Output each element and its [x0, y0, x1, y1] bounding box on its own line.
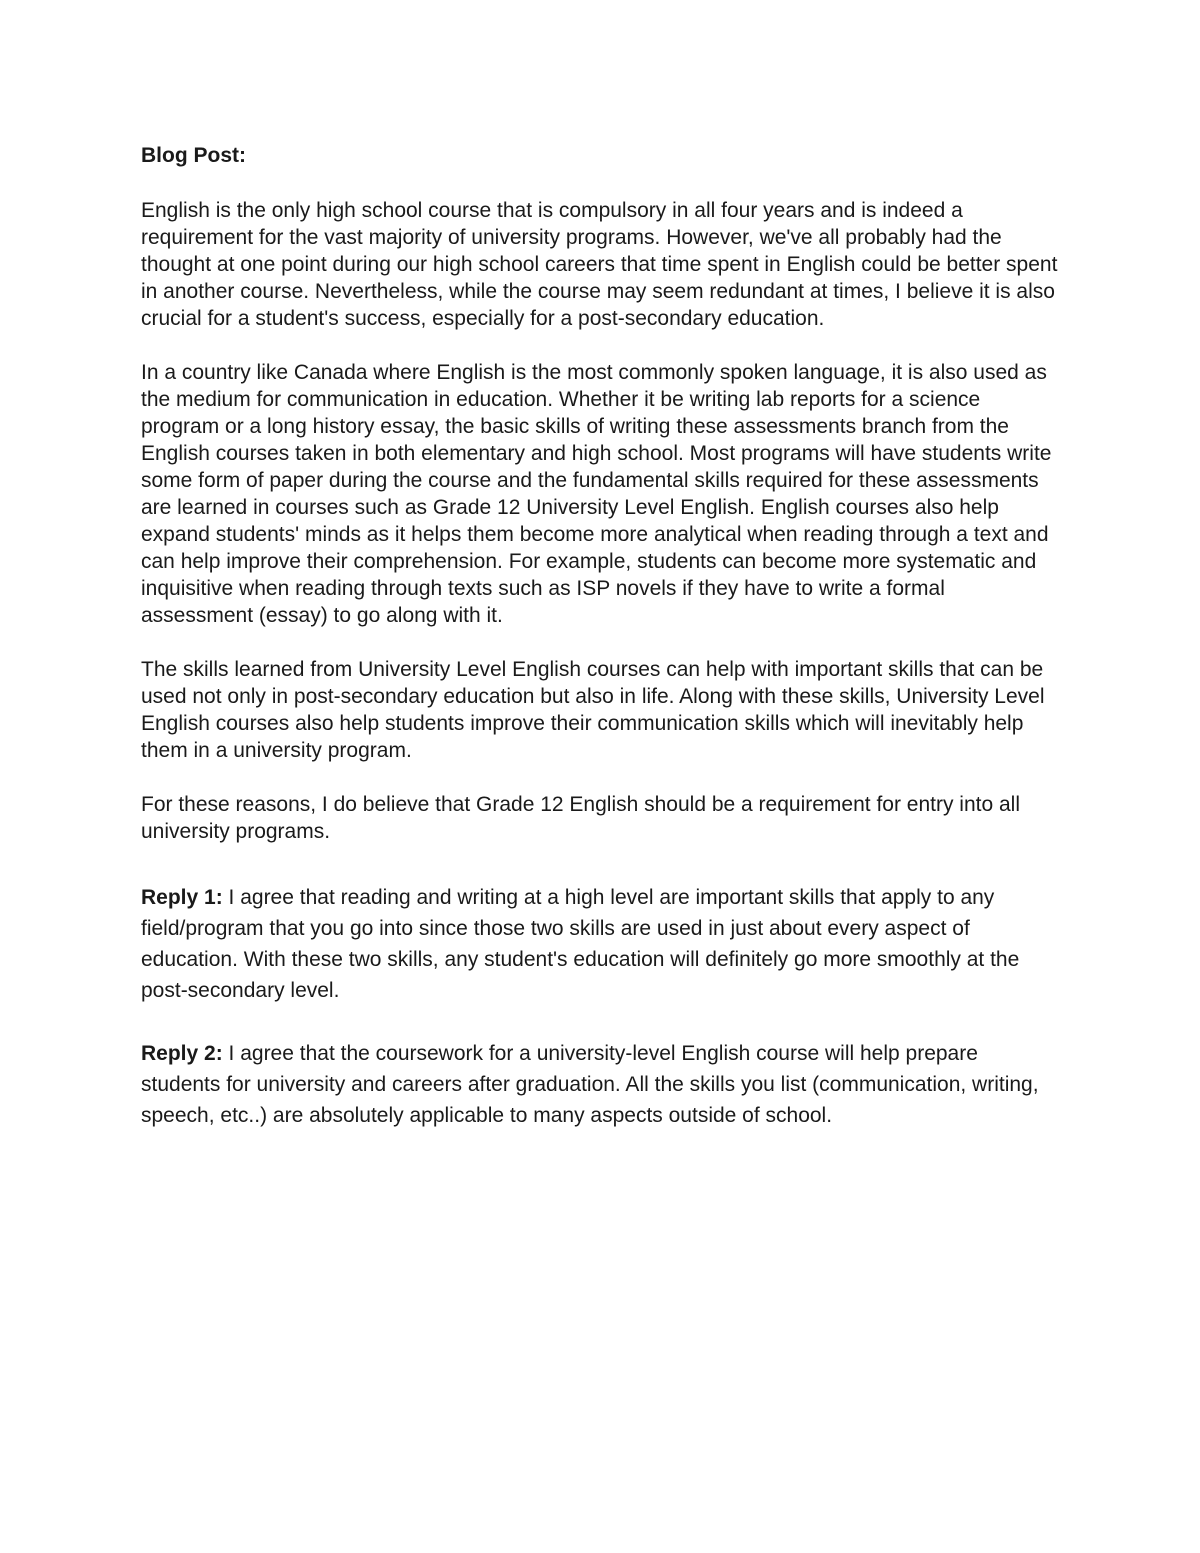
blog-paragraph-2: In a country like Canada where English is the most commonly spoken language, it is also used as the medium for communication in education. Whether it be writing lab reports for a science program or a long history essay, the basic skills of writing these assessments branch from the English courses taken in both elementary and high school. Most programs will have students write some form of paper during the course and the fundamental skills required for these assessments are learned in courses such as Grade 12 University Level English. English courses also help expand students' minds as it helps them become more analytical when reading through a text and can help improve their comprehension. For example, students can become more systematic and inquisitive when reading through texts such as ISP novels if they have to write a formal assessment (essay) to go along with it. [141, 361, 1052, 627]
reply-2-label: Reply 2: [141, 1042, 223, 1065]
blog-paragraph-4: For these reasons, I do believe that Grade 12 English should be a requirement for entry into all university programs. [141, 793, 1021, 843]
reply-1 [141, 882, 1061, 1006]
reply-2 [141, 1038, 1061, 1131]
reply-1-text: I agree that reading and writing at a high level are important skills that apply to any field/program that you go into since those two skills are used in just about every aspect of education. With these two skills, any student's education will definitely go more smoothly at the post-secondary level. [141, 886, 1020, 1002]
blog-paragraph-1: English is the only high school course that is compulsory in all four years and is indeed a requirement for the vast majority of university programs. However, we've all probably had the thought at one point during our high school careers that time spent in English could be better spent in another course. Nevertheless, while the course may seem redundant at times, I believe it is also crucial for a student's success, especially for a post-secondary education. [141, 199, 1058, 330]
reply-2-text: I agree that the coursework for a university-level English course will help prepare students for university and careers after graduation. All the skills you list (communication, writing, speech, etc..) are absolutely applicable to many aspects outside of school. [141, 1042, 1039, 1127]
blog-paragraph-3: The skills learned from University Level English courses can help with important skills that can be used not only in post-secondary education but also in life. Along with these skills, University Level English courses also help students improve their communication skills which will inevitably help them in a university program. [141, 658, 1045, 762]
blog-post-heading: Blog Post: [141, 144, 246, 167]
reply-1-label: Reply 1: [141, 886, 223, 909]
document-body [141, 141, 1061, 1163]
